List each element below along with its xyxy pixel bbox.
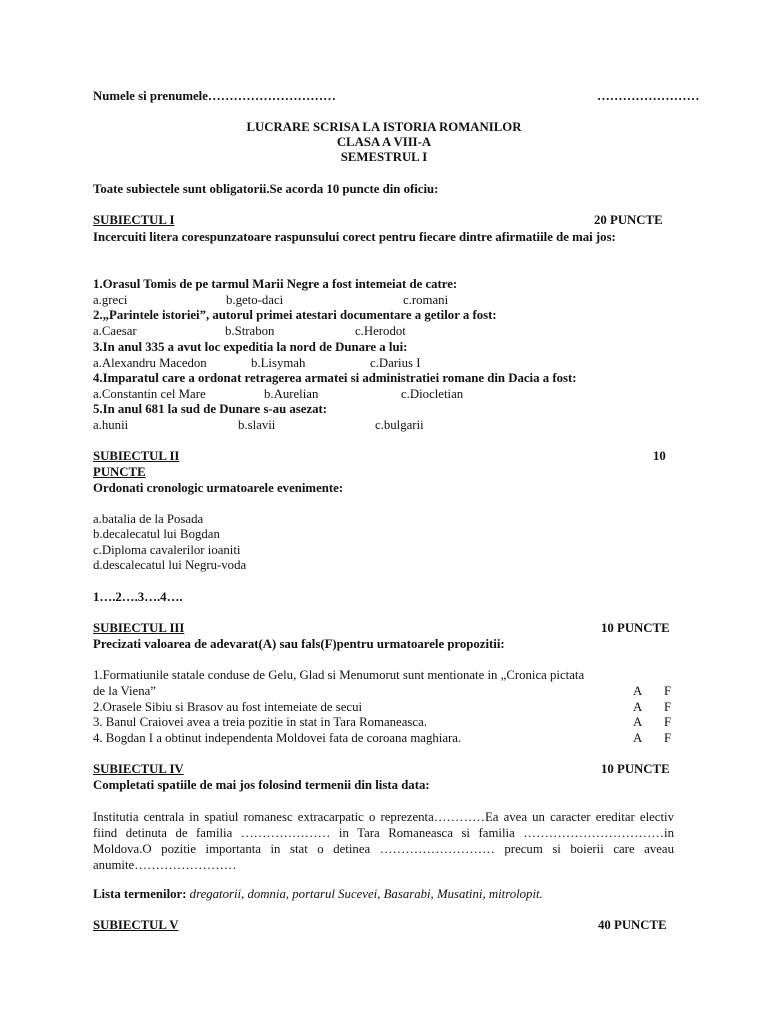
event-item: a.batalia de la Posada — [93, 512, 204, 526]
event-item: b.decalecatul lui Bogdan — [93, 527, 220, 541]
false-option: F — [664, 684, 672, 698]
subject-1-title: SUBIECTUL I — [93, 213, 175, 227]
event-item: d.descalecatul lui Negru-voda — [93, 558, 247, 572]
question-4: 4.Imparatul care a ordonat retragerea armatei si administratiei romane din Dacia a fost: — [93, 371, 577, 385]
statement-3: 3. Banul Craiovei avea a treia pozitie in stat in Tara Romaneasca. — [93, 715, 427, 729]
subject-4-title: SUBIECTUL IV — [93, 762, 184, 776]
question-5: 5.In anul 681 la sud de Dunare s-au asezat: — [93, 402, 328, 416]
option-c: c.bulgarii — [375, 418, 424, 432]
document-title: LUCRARE SCRISA LA ISTORIA ROMANILOR — [246, 120, 522, 134]
true-option: A — [633, 731, 643, 745]
false-option: F — [664, 715, 672, 729]
option-c: c.Herodot — [355, 324, 406, 338]
option-a: a.Caesar — [93, 324, 137, 338]
question-3: 3.In anul 335 a avut loc expeditia la nord de Dunare a lui: — [93, 340, 408, 354]
option-b: b.Lisymah — [251, 356, 306, 370]
subject-2-title: SUBIECTUL II — [93, 449, 180, 463]
statement-4: 4. Bogdan I a obtinut independenta Moldovei fata de coroana maghiara. — [93, 731, 462, 745]
semester-line: SEMESTRUL I — [340, 150, 428, 164]
option-c: c.romani — [403, 293, 449, 307]
option-c: c.Diocletian — [401, 387, 464, 401]
subject-5-heading — [93, 918, 674, 933]
subject-1-heading — [93, 213, 674, 228]
subject-1-points: 20 PUNCTE — [594, 213, 663, 227]
option-b: b.Aurelian — [264, 387, 319, 401]
subject-4-points: 10 PUNCTE — [601, 762, 670, 776]
question-1: 1.Orasul Tomis de pe tarmul Marii Negre a fost intemeiat de catre: — [93, 277, 458, 291]
subject-4-instruction: Completati spatiile de mai jos folosind termenii din lista data: — [93, 778, 430, 792]
terms-list-values: dregatorii, domnia, portarul Sucevei, Basarabi, Musatini, mitrolopit. — [189, 887, 543, 901]
option-c: c.Darius I — [370, 356, 421, 370]
event-item: c.Diploma cavalerilor ioaniti — [93, 543, 241, 557]
subject-3-instruction: Precizati valoarea de adevarat(A) sau fals(F)pentru urmatoarele propozitii: — [93, 637, 505, 651]
true-option: A — [633, 700, 643, 714]
subject-3-points: 10 PUNCTE — [601, 621, 670, 635]
subject-2-heading — [93, 449, 674, 464]
subject-2-instruction: Ordonati cronologic urmatoarele evenimente: — [93, 481, 344, 495]
class-line: CLASA A VIII-A — [336, 135, 432, 149]
subject-5-points: 40 PUNCTE — [598, 918, 667, 932]
statement-1: 1.Formatiunile statale conduse de Gelu, Glad si Menumorut sunt mentionate in „Cronica pictata — [93, 668, 585, 682]
option-a: a.hunii — [93, 418, 129, 432]
subject-3-title: SUBIECTUL III — [93, 621, 185, 635]
true-option: A — [633, 715, 643, 729]
terms-list-label: Lista termenilor: — [93, 887, 187, 901]
option-a: a.Alexandru Macedon — [93, 356, 207, 370]
option-b: b.Strabon — [225, 324, 275, 338]
terms-list — [93, 887, 543, 902]
statement-1-cont: de la Viena” — [93, 684, 156, 698]
statement-2: 2.Orasele Sibiu si Brasov au fost intemeiate de secui — [93, 700, 363, 714]
false-option: F — [664, 700, 672, 714]
subject-4-heading — [93, 762, 674, 777]
fill-in-paragraph: Institutia centrala in spatiul romanesc extracarpatic o reprezenta…………Ea avea un caracter ereditar electiv fiind detinuta de familia ………………… in Tara Romaneasca si familia ……………………………in Moldova.O pozitie importanta in stat o detinea ……………………… precum si boierii care aveau anumite…………………… — [93, 810, 674, 872]
name-field-label: Numele si prenumele………………………… — [93, 89, 336, 103]
instructions: Toate subiectele sunt obligatorii.Se acorda 10 puncte din oficiu: — [93, 182, 439, 196]
question-2: 2.„Parintele istoriei”, autorul primei atestari documentare a getilor a fost: — [93, 308, 497, 322]
subject-5-title: SUBIECTUL V — [93, 918, 179, 932]
option-b: b.geto-daci — [226, 293, 284, 307]
class-field-dots: …………………… — [597, 89, 700, 103]
order-answer-line: 1….2….3….4…. — [93, 590, 183, 604]
true-option: A — [633, 684, 643, 698]
subject-3-heading — [93, 621, 674, 636]
option-a: a.Constantin cel Mare — [93, 387, 206, 401]
subject-1-instruction: Incercuiti litera corespunzatoare raspunsului corect pentru fiecare dintre afirmatiile de mai jos: — [93, 230, 616, 244]
subject-2-points-number: 10 — [653, 449, 666, 463]
subject-2-points-word: PUNCTE — [93, 465, 146, 479]
false-option: F — [664, 731, 672, 745]
option-b: b.slavii — [238, 418, 276, 432]
option-a: a.greci — [93, 293, 128, 307]
